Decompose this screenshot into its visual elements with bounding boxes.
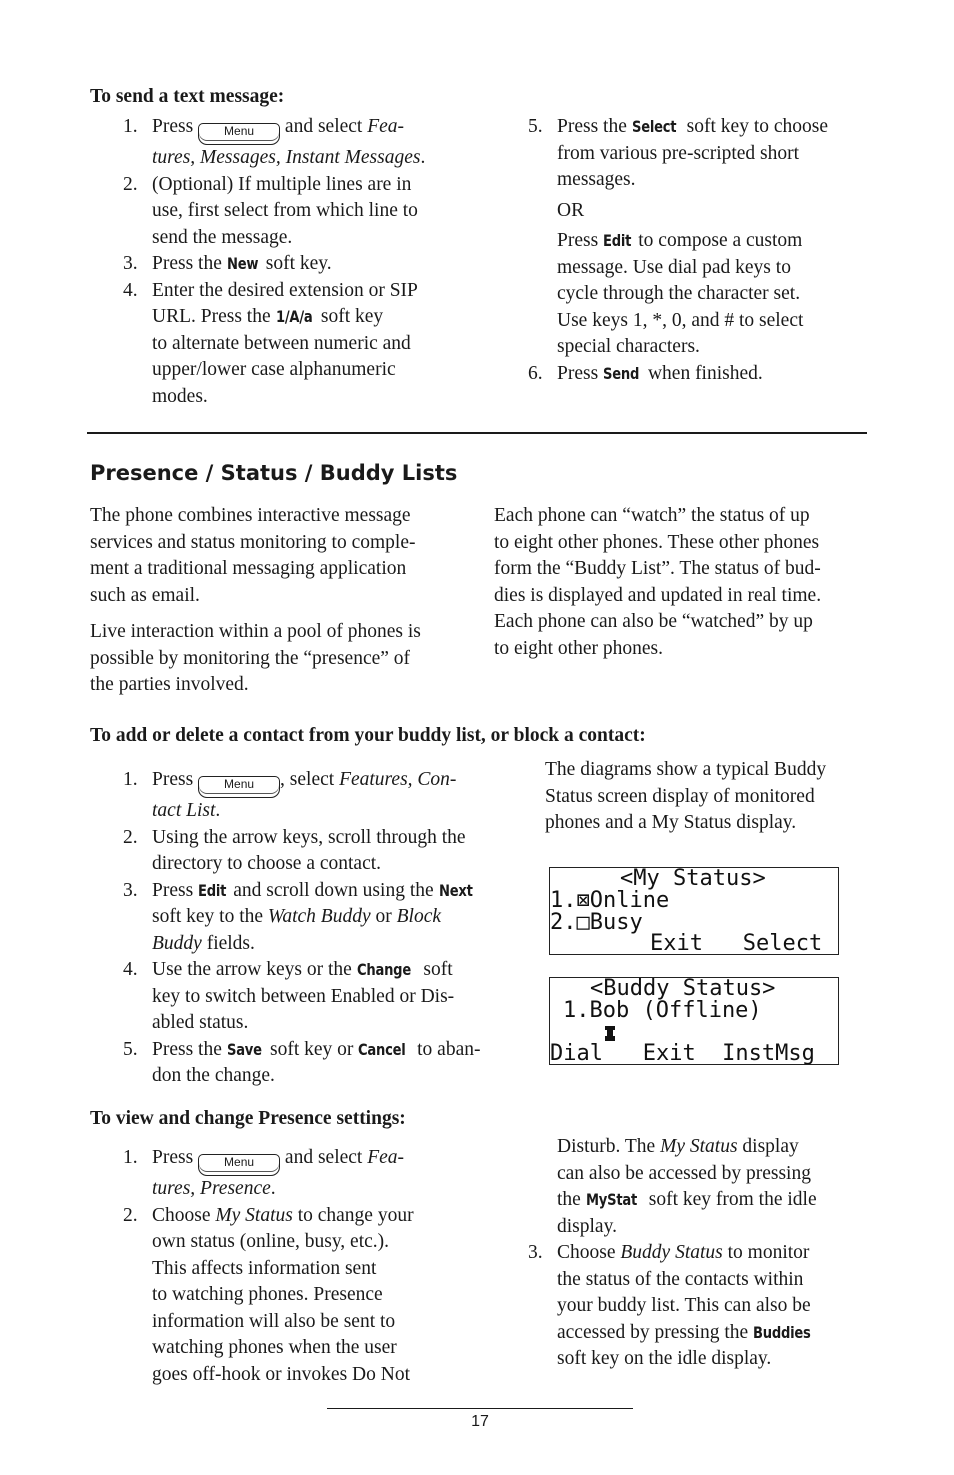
buddy-status-display	[549, 977, 839, 1065]
view-presence-steps-right	[495, 1134, 895, 1373]
list-item: 1. Press Menu and select Fea- tures, Presence.	[123, 1147, 405, 1199]
new-softkey-label: New	[226, 254, 259, 273]
footer-rule	[327, 1408, 633, 1409]
scroll-dots-icon	[825, 1023, 837, 1065]
paragraph: The phone combines interactive message services and status monitoring to comple- ment a traditional messaging application such as email.	[90, 505, 416, 606]
presence-intro-left	[90, 503, 480, 699]
send-softkey-label: Send	[603, 363, 640, 383]
change-softkey-label: Change	[356, 960, 411, 979]
list-item: 5. Press the Save soft key or Cancel to aban- don the change.	[123, 1038, 481, 1086]
list-item: 5. Press the Select soft key to choose from various pre-scripted short messages. OR Press Edit to compose a custom message. Use dial pad keys to cycle through the character set. Use keys 1, *, 0, and # to select special characters.	[495, 114, 895, 361]
list-item: 4. Use the arrow keys or the Change soft key to switch between Enabled or Dis- abled status.	[123, 959, 455, 1033]
cancel-softkey-label: Cancel	[358, 1039, 406, 1059]
list-item: 2. (Optional) If multiple lines are in use, first select from which line to send the message.	[123, 173, 418, 248]
diagram-caption: The diagrams show a typical Buddy Status screen display of monitored phones and a My Status display.	[545, 759, 827, 833]
or-label: OR	[557, 199, 585, 221]
next-softkey-label: Next	[438, 880, 473, 900]
list-item: 3. Press Edit and scroll down using the Next soft key to the Watch Buddy or Block Buddy fields.	[123, 879, 473, 954]
presence-intro-right	[494, 503, 874, 662]
scroll-dots-icon	[825, 913, 837, 955]
select-softkey-label: Select	[631, 117, 677, 136]
view-presence-heading: To view and change Presence settings:	[90, 1108, 406, 1129]
my-status-display	[549, 867, 839, 955]
display-softkeys: Exit Select	[650, 931, 823, 955]
send-text-steps-right	[495, 114, 895, 387]
list-item: 1. Press Menu , select Features, Con- tact List.	[123, 769, 457, 821]
mystat-softkey-label: MyStat	[585, 1190, 637, 1209]
page-number: 17	[471, 1413, 489, 1430]
list-item: 2. Choose My Status to change your own status (online, busy, etc.). This affects information sent to watching phones. Presence information will also be sent to watching phones when the user goes off-hook or invokes Do Not	[123, 1204, 414, 1385]
paragraph: Each phone can “watch” the status of up to eight other phones. These other phones form the “Buddy List”. The status of bud- dies is displayed and updated in real time. Each phone can also be “watched” by up to eight other phones.	[494, 505, 822, 659]
section-title: Presence / Status / Buddy Lists	[90, 461, 458, 485]
list-item: 6. Press Send when finished.	[495, 361, 895, 388]
buddies-softkey-label: Buddies	[753, 1322, 811, 1342]
list-item: 3. Choose Buddy Status to monitor the status of the contacts within your buddy list. This can also be accessed by pressing the Buddies soft key on the idle display.	[528, 1242, 811, 1369]
display-row: 2.□Busy	[550, 910, 643, 935]
display-title: <Buddy Status>	[590, 977, 776, 1001]
paragraph: Live interaction within a pool of phones is possible by monitoring the “presence” of the parties involved.	[90, 621, 421, 695]
save-softkey-label: Save	[226, 1039, 262, 1059]
list-item: 1. Press Menu and select Fea- tures, Messages, Instant Messages.	[123, 116, 426, 168]
menu-key-icon: Menu	[198, 1154, 280, 1176]
mode-softkey-label: 1/A/a	[275, 307, 313, 326]
edit-softkey-label: Edit	[603, 231, 632, 250]
edit-paragraph: Press Edit to compose a custom message. Use dial pad keys to cycle through the character set. Use keys 1, *, 0, and # to select special characters.	[557, 230, 804, 357]
display-softkeys: Dial Exit InstMsg	[550, 1041, 815, 1065]
list-item: 3. Press the New soft key.	[90, 251, 490, 278]
send-text-steps-left	[90, 114, 490, 410]
display-title: <My Status>	[620, 867, 766, 891]
display-row: 1.⊠Online	[550, 888, 670, 913]
view-presence-steps-left	[90, 1145, 490, 1388]
edit-softkey-label: Edit	[198, 880, 227, 900]
continued-text: Disturb. The My Status display can also be accessed by pressing the MyStat soft key from the idle display.	[557, 1136, 817, 1237]
menu-key-icon: Menu	[198, 123, 280, 145]
list-item: 2. Using the arrow keys, scroll through the directory to choose a contact.	[123, 826, 466, 874]
menu-key-icon: Menu	[198, 776, 280, 798]
buddy-steps	[90, 767, 520, 1090]
display-row: 1.Bob (Offline)	[563, 998, 762, 1023]
buddy-heading: To add or delete a contact from your buddy list, or block a contact:	[90, 725, 646, 746]
section-divider	[87, 432, 867, 434]
list-item: 4. Enter the desired extension or SIP URL. Press the 1/A/a soft key to alternate between numeric and upper/lower case alphanumeric modes.	[123, 279, 418, 407]
send-text-heading: To send a text message:	[90, 86, 285, 107]
